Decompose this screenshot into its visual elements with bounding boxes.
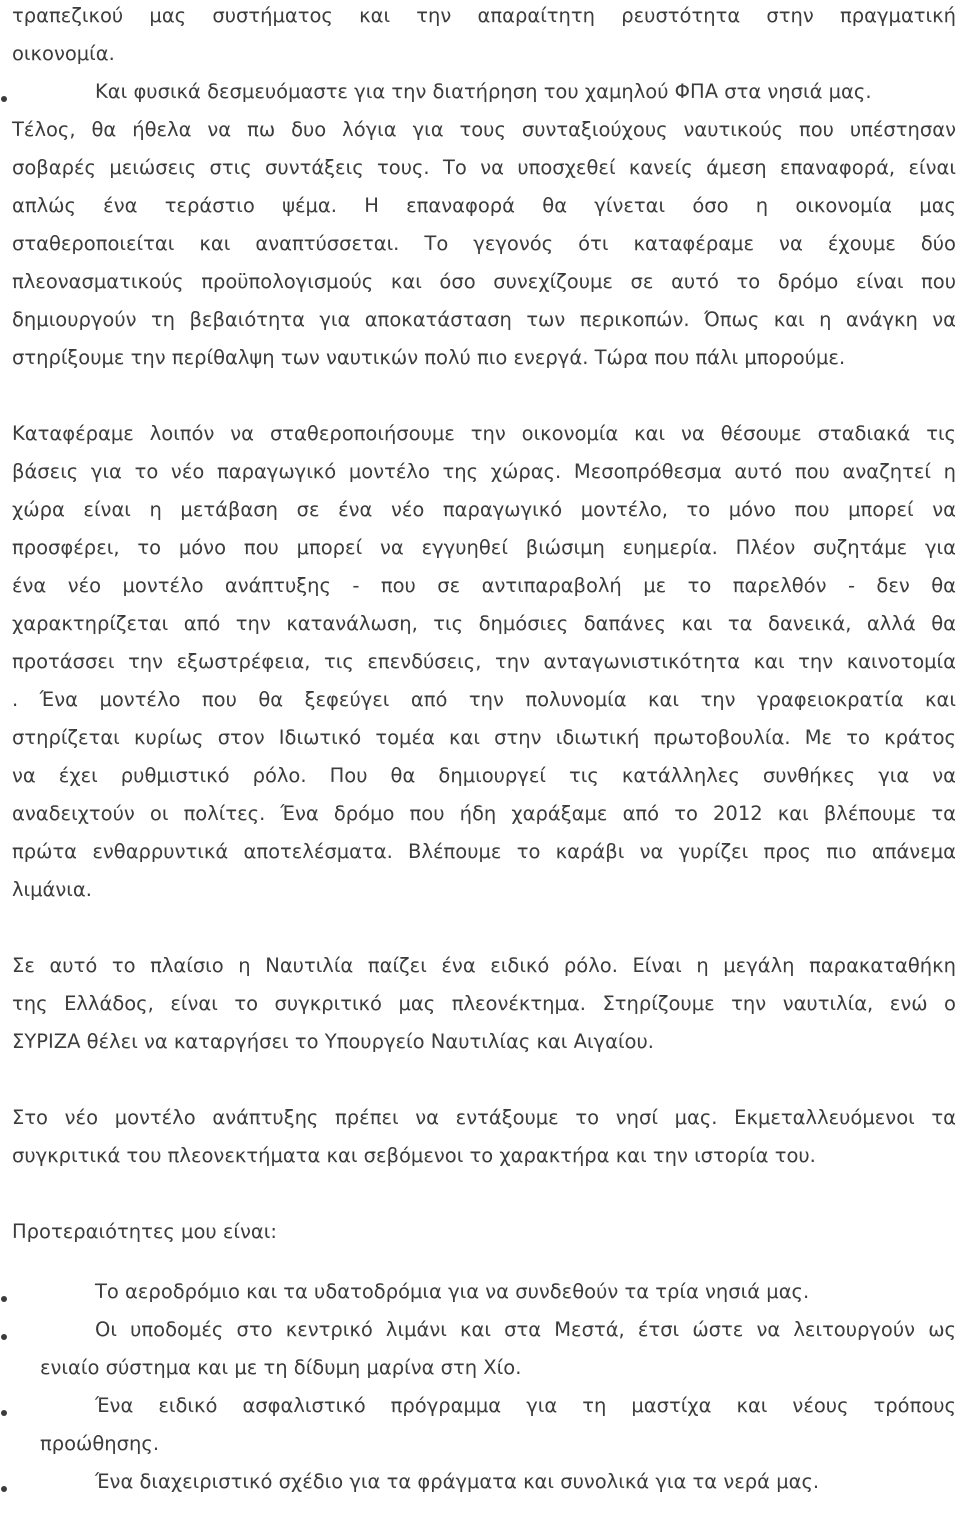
bullet-icon [1,1296,7,1302]
text-line: δημιουργούν τη βεβαιότητα για αποκατάσταση των περικοπών. Όπως και η ανάγκη να [12,308,956,331]
text-line: χώρα είναι η μετάβαση σε ένα νέο παραγωγικό μοντέλο, το μόνο που μπορεί να [12,498,956,521]
text-line: Καταφέραμε λοιπόν να σταθεροποιήσουμε την οικονομία και να θέσουμε σταδιακά τις [12,422,956,445]
text-line: . Ένα μοντέλο που θα ξεφεύγει από την πολυνομία και την γραφειοκρατία και [12,688,956,711]
text-line: προσφέρει, το μόνο που μπορεί να εγγυηθεί βιώσιμη ευημερία. Πλέον συζητάμε για [12,536,956,559]
text-line: σοβαρές μειώσεις στις συντάξεις τους. Το να υποσχεθεί κανείς άμεση επαναφορά, είναι [12,156,956,179]
text-line: προτάσσει την εξωστρέφεια, τις επενδύσεις, την ανταγωνιστικότητα και την καινοτομία [12,650,956,673]
list-item: Ένα διαχειριστικό σχέδιο για τα φράγματα και συνολικά για τα νερά μας. [95,1470,820,1493]
text-line: σταθεροποιείται και αναπτύσσεται. Το γεγονός ότι καταφέραμε να έχουμε δύο [12,232,956,255]
text-line: στηρίζεται κυρίως στον Ιδιωτικό τομέα και στην ιδιωτική πρωτοβουλία. Με το κράτος [12,726,956,749]
text-line: συγκριτικά του πλεονεκτήματα και σεβόμενοι το χαρακτήρα και την ιστορία του. [12,1144,816,1167]
text-line: Τέλος, θα ήθελα να πω δυο λόγια για τους συνταξιούχους ναυτικούς που υπέστησαν [12,118,956,141]
bullet-icon [1,1486,7,1492]
list-item-continuation: προώθησης. [40,1432,160,1455]
text-line: αναδειχτούν οι πολίτες. Ένα δρόμο που ήδη χαράξαμε από το 2012 και βλέπουμε τα [12,802,956,825]
text-line: τραπεζικού μας συστήματος και την απαραίτητη ρευστότητα στην πραγματική [12,4,956,27]
text-line: απλώς ένα τεράστιο ψέμα. Η επαναφορά θα γίνεται όσο η οικονομία μας [12,194,956,217]
bullet-icon [1,1334,7,1340]
bullet-icon [1,1410,7,1416]
text-line: χαρακτηρίζεται από την κατανάλωση, τις δημόσιες δαπάνες και τα δανεικά, αλλά θα [12,612,956,635]
text-line: βάσεις για το νέο παραγωγικό μοντέλο της χώρας. Μεσοπρόθεσμα αυτό που αναζητεί η [12,460,956,483]
bullet-icon [1,96,7,102]
text-line: να έχει ρυθμιστικό ρόλο. Που θα δημιουργεί τις κατάλληλες συνθήκες για να [12,764,956,787]
text-line: στηρίξουμε την περίθαλψη των ναυτικών πολύ πιο ενεργά. Τώρα που πάλι μπορούμε. [12,346,846,369]
list-item: Το αεροδρόμιο και τα υδατοδρόμια για να συνδεθούν τα τρία νησιά μας. [95,1280,810,1303]
list-item: Και φυσικά δεσμευόμαστε για την διατήρηση του χαμηλού ΦΠΑ στα νησιά μας. [95,80,872,103]
text-line: της Ελλάδος, είναι το συγκριτικό μας πλεονέκτημα. Στηρίζουμε την ναυτιλία, ενώ ο [12,992,956,1015]
text-line: λιμάνια. [12,878,92,901]
list-item: Ένα ειδικό ασφαλιστικό πρόγραμμα για τη μαστίχα και νέους τρόπους [95,1394,956,1417]
list-item: Οι υποδομές στο κεντρικό λιμάνι και στα Μεστά, έτσι ώστε να λειτουργούν ως [95,1318,956,1341]
text-line: ένα νέο μοντέλο ανάπτυξης - που σε αντιπαραβολή με το παρελθόν - δεν θα [12,574,956,597]
text-line: πλεονασματικούς προϋπολογισμούς και όσο συνεχίζουμε σε αυτό το δρόμο είναι που [12,270,956,293]
text-line: Σε αυτό το πλαίσιο η Ναυτιλία παίζει ένα ειδικό ρόλο. Είναι η μεγάλη παρακαταθήκη [12,954,956,977]
text-line: ΣΥΡΙΖΑ θέλει να καταργήσει το Υπουργείο Ναυτιλίας και Αιγαίου. [12,1030,654,1053]
text-line: πρώτα ενθαρρυντικά αποτελέσματα. Βλέπουμε το καράβι να γυρίζει προς πιο απάνεμα [12,840,956,863]
text-line: Στο νέο μοντέλο ανάπτυξης πρέπει να εντάξουμε το νησί μας. Εκμεταλλευόμενοι τα [12,1106,956,1129]
priorities-heading: Προτεραιότητες μου είναι: [12,1220,277,1243]
text-line: οικονομία. [12,42,115,65]
list-item-continuation: ενιαίο σύστημα και με τη δίδυμη μαρίνα στη Χίο. [40,1356,522,1379]
